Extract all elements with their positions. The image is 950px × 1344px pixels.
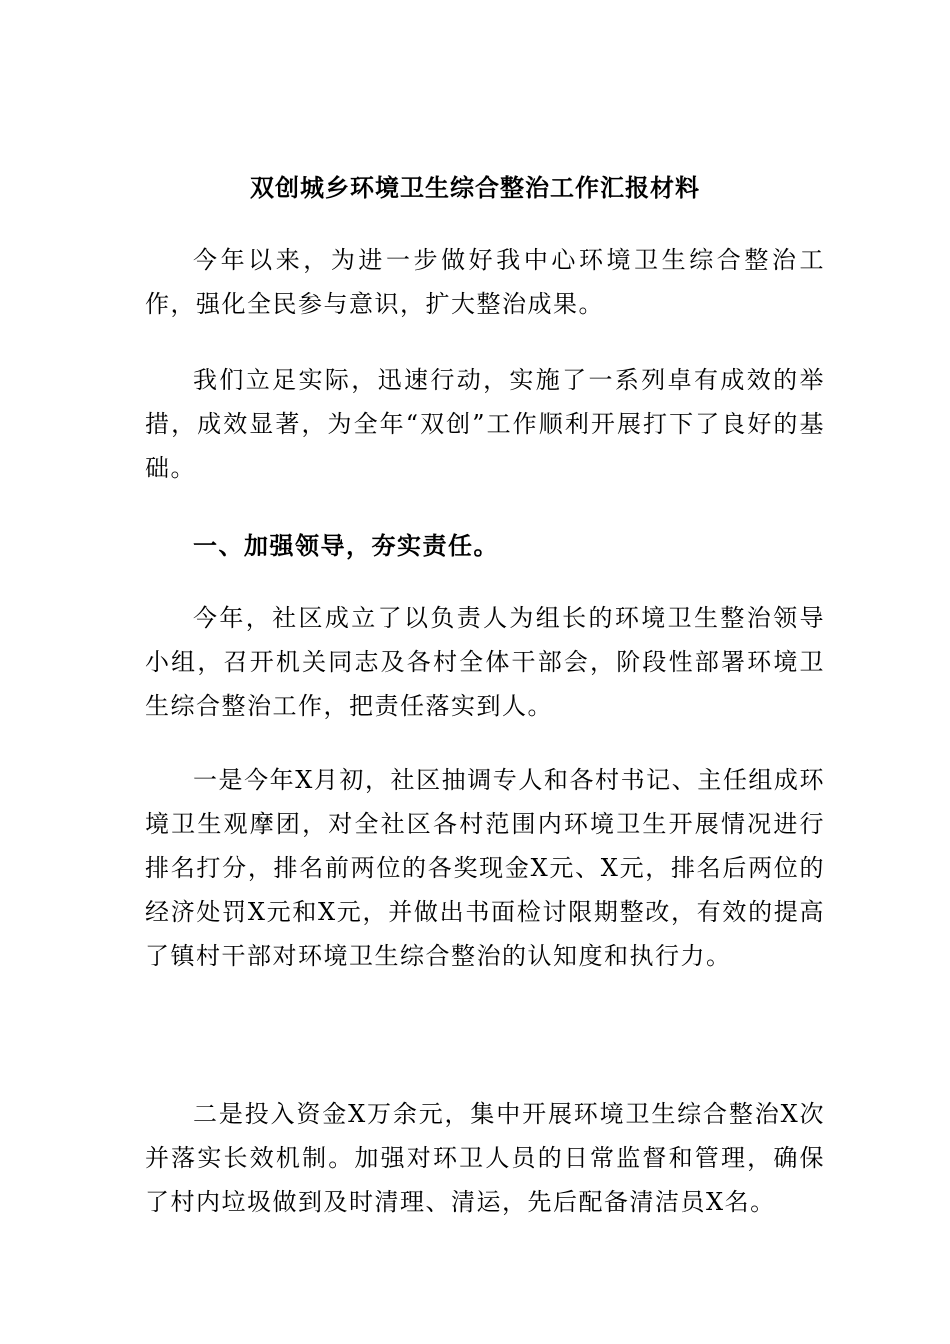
document-title: 双创城乡环境卫生综合整治工作汇报材料 bbox=[250, 173, 700, 202]
paragraph-intro: 今年以来，为进一步做好我中心环境卫生综合整治工作，强化全民参与意识，扩大整治成果。 bbox=[145, 246, 825, 318]
paragraph-leadership-group: 今年，社区成立了以负责人为组长的环境卫生整治领导小组，召开机关同志及各村全体干部会，阶段性部署环境卫生综合整治工作，把责任落实到人。 bbox=[145, 604, 825, 720]
paragraph-second-measure: 二是投入资金X万余元，集中开展环境卫生综合整治X次并落实长效机制。加强对环卫人员的日常监督和管理，确保了村内垃圾做到及时清理、清运，先后配备清洁员X名。 bbox=[145, 1100, 825, 1216]
paragraph-first-measure: 一是今年X月初，社区抽调专人和各村书记、主任组成环境卫生观摩团，对全社区各村范围内环境卫生开展情况进行排名打分，排名前两位的各奖现金X元、X元，排名后两位的经济处罚X元和X元，并做出书面检讨限期整改，有效的提高了镇村干部对环境卫生综合整治的认知度和执行力。 bbox=[145, 766, 825, 970]
paragraph-actions: 我们立足实际，迅速行动，实施了一系列卓有成效的举措，成效显著，为全年“双创”工作顺利开展打下了良好的基础。 bbox=[145, 366, 825, 482]
section-heading-leadership: 一、加强领导，夯实责任。 bbox=[193, 531, 499, 560]
